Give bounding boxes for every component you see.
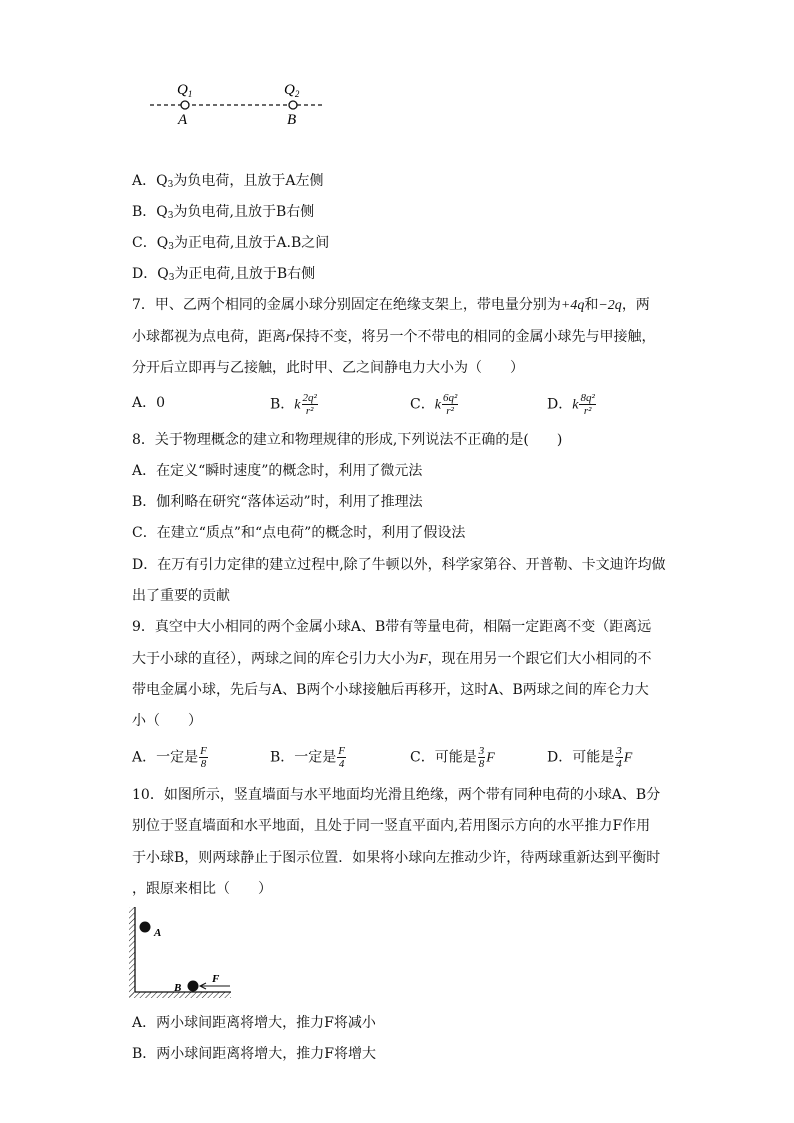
label-a: A xyxy=(178,112,188,128)
q6-option-b: B．$Q_3$为负电荷,且放于B右侧 xyxy=(132,204,315,221)
q7-stem-line2: 小球都视为点电荷，距离r保持不变，将另一个不带电的相同的金属小球先与甲接触， xyxy=(132,329,656,345)
ball-b xyxy=(188,981,199,992)
wall-floor-figure xyxy=(126,904,246,1004)
q7-stem-line3: 分开后立即再与乙接触，此时甲、乙之间静电力大小为（ ） xyxy=(132,360,524,376)
q9-stem-line3: 带电金属小球，先后与A、B两个小球接触后再移开，这时A、B两球之间的库仑力大 xyxy=(132,682,649,698)
q10-stem-line2: 别位于竖直墙面和水平地面，且处于同一竖直平面内,若用图示方向的水平推力F作用 xyxy=(132,818,651,834)
ball-a xyxy=(140,922,151,933)
q10-stem-line4: ，跟原来相比（ ） xyxy=(132,881,272,897)
q9-option-c: C．可能是 $\frac{3}{8}$ F xyxy=(410,745,495,770)
q8-option-b: B．伽利略在研究“落体运动”时，利用了推理法 xyxy=(132,494,423,510)
ball-a-label: A xyxy=(154,927,162,939)
q9-option-a: A．一定是 $\frac{F}{8}$ xyxy=(132,745,207,770)
q9-stem-line1: 9．真空中大小相同的两个金属小球A、B带有等量电荷，相隔一定距离不变（距离远 xyxy=(132,619,652,635)
q10-option-b: B．两小球间距离将增大，推力F将增大 xyxy=(132,1046,377,1062)
q9-stem-line4: 小（ ） xyxy=(132,713,202,729)
q9-option-d: D．可能是 $\frac{3}{4}$ F xyxy=(547,745,633,770)
q7-stem-line1: 7．甲、乙两个相同的金属小球分别固定在绝缘支架上，带电量分别为+4q和−2q，两 xyxy=(132,297,650,313)
q7-option-c: C．k $\frac{\text{6q²}}{\text{r²}}$ xyxy=(410,392,458,417)
label-q1: $Q_1$ xyxy=(177,82,193,99)
q6-option-d: D．$Q_3$为正电荷,且放于B右侧 xyxy=(132,266,316,283)
q8-option-a: A．在定义“瞬时速度”的概念时，利用了微元法 xyxy=(132,463,423,479)
ball-b-label: B xyxy=(174,982,182,994)
label-b: B xyxy=(287,112,297,128)
q7-option-b: B．k $\frac{\text{2q²}}{\text{r²}}$ xyxy=(270,392,317,417)
q8-option-d-line2: 出了重要的贡献 xyxy=(132,588,230,604)
q7-option-a: A．0 xyxy=(132,395,166,411)
charge-q2-circle xyxy=(289,101,297,109)
q8-option-c: C．在建立“质点”和“点电荷”的概念时，利用了假设法 xyxy=(132,525,466,541)
label-q2: $Q_2$ xyxy=(284,82,300,99)
force-label: F xyxy=(212,973,220,985)
wall-hatch xyxy=(129,907,135,997)
charge-line-figure xyxy=(145,78,345,138)
q6-option-a: A．$Q_3$为负电荷，且放于A左侧 xyxy=(132,173,324,190)
q9-stem-line2: 大于小球的直径），两球之间的库仑引力大小为F，现在用另一个跟它们大小相同的不 xyxy=(132,651,652,667)
q9-option-b: B．一定是 $\frac{F}{4}$ xyxy=(270,745,346,770)
q7-option-d: D．k $\frac{\text{8q²}}{\text{r²}}$ xyxy=(547,392,595,417)
q8-option-d-line1: D．在万有引力定律的建立过程中,除了牛顿以外，科学家第谷、开普勒、卡文迪许均做 xyxy=(132,557,666,573)
charge-q1-circle xyxy=(181,101,189,109)
q10-stem-line1: 10．如图所示，竖直墙面与水平地面均光滑且绝缘，两个带有同种电荷的小球A、B分 xyxy=(132,787,661,803)
q6-option-c: C．$Q_3$为正电荷,且放于A.B之间 xyxy=(132,235,330,252)
q10-option-a: A．两小球间距离将增大，推力F将减小 xyxy=(132,1015,376,1031)
q8-stem: 8．关于物理概念的建立和物理规律的形成,下列说法不正确的是( ) xyxy=(132,432,563,448)
q10-stem-line3: 于小球B，则两球静止于图示位置．如果将小球向左推动少许，待两球重新达到平衡时 xyxy=(132,850,661,866)
